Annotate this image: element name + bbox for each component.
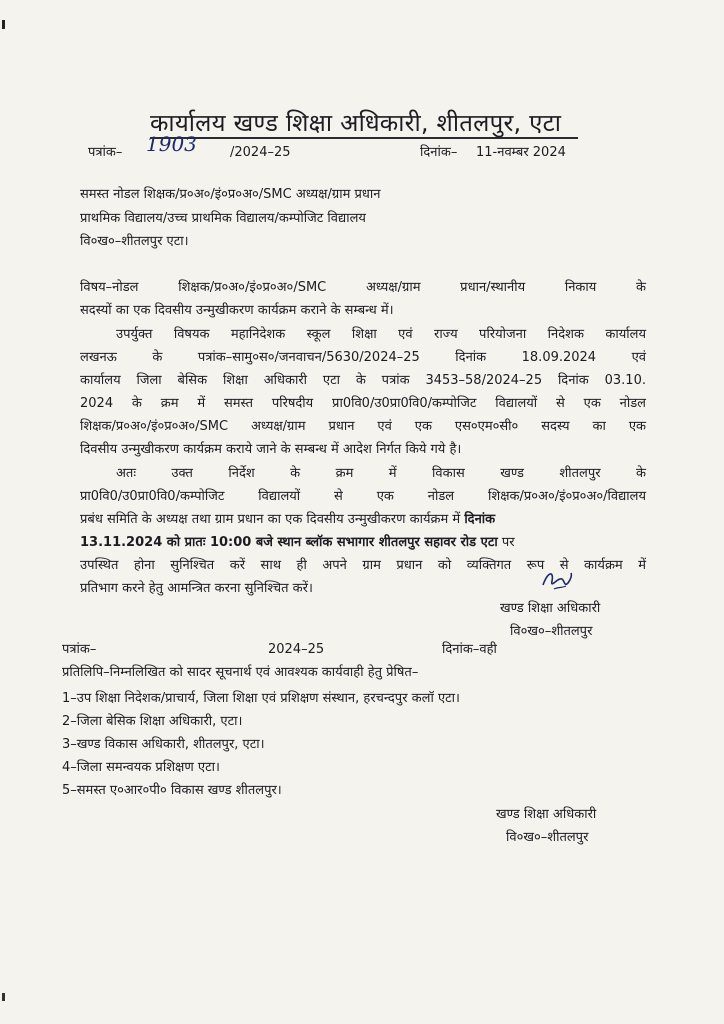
signatory-designation: खण्ड शिक्षा अधिकारी [496, 807, 597, 822]
signatory-designation: खण्ड शिक्षा अधिकारी [500, 601, 601, 616]
addressee-line: समस्त नोडल शिक्षक/प्र०अ०/इं०प्र०अ०/SMC अध्यक्ष/ग्राम प्रधान [80, 187, 381, 202]
date-label: दिनांक– [420, 145, 458, 160]
body-line: उपर्युक्त विषयक महानिदेशक स्कूल शिक्षा एवं राज्य परियोजना निदेशक कार्यालय [116, 327, 646, 342]
date-value: 11-नवम्बर 2024 [476, 145, 566, 160]
body-text: पर [497, 535, 515, 550]
highlight-text: दिनांक [464, 512, 496, 527]
signature-mark [540, 567, 574, 593]
scan-edge-mark [2, 993, 5, 1001]
body-text: प्रबंध समिति के अध्यक्ष तथा ग्राम प्रधान का एक दिवसीय उन्मुखीकरण कार्यक्रम में [80, 512, 465, 527]
body-line: लखनऊ के पत्रांक–सामु०स०/जनवाचन/5630/2024–25 दिनांक 18.09.2024 एवं [80, 350, 646, 365]
copy-date: दिनांक–वही [442, 642, 497, 657]
letter-number-handwritten: 1903 [146, 132, 197, 156]
addressee-line: वि०ख०–शीतलपुर एटा। [80, 234, 189, 249]
body-line: उपस्थित होना सुनिश्चित करें साथ ही अपने ग्राम प्रधान को व्यक्तिगत रूप से कार्यक्रम में [80, 558, 646, 573]
title-underline [150, 137, 578, 139]
signatory-place: वि०ख०–शीतलपुर [510, 624, 593, 639]
body-line: दिवसीय उन्मुखीकरण कार्यक्रम कराये जाने के सम्बन्ध में आदेश निर्गत किये गये है। [80, 442, 462, 457]
body-line [80, 511, 646, 528]
body-line: शिक्षक/प्र०अ०/इं०प्र०अ०/SMC अध्यक्ष/ग्राम प्रधान एवं एक एस०एम०सी० सदस्य का एक [80, 419, 646, 434]
copy-letter-label: पत्रांक– [62, 642, 97, 657]
body-line: 2024 के क्रम में समस्त परिषदीय प्रा0वि0/उ0प्रा0वि0/कम्पोजिट विद्यालयों से एक नोडल [80, 396, 646, 411]
letter-year: /2024–25 [230, 145, 291, 160]
copy-item: 3–खण्ड विकास अधिकारी, शीतलपुर, एटा। [62, 737, 265, 752]
body-line: प्रतिभाग करने हेतु आमन्त्रित करना सुनिश्चित करें। [80, 581, 313, 596]
subject-line: सदस्यों का एक दिवसीय उन्मुखीकरण कार्यक्रम कराने के सम्बन्ध में। [80, 303, 394, 318]
office-title: कार्यालय खण्ड शिक्षा अधिकारी, शीतलपुर, एटा [150, 109, 562, 137]
subject-line: विषय–नोडल शिक्षक/प्र०अ०/इं०प्र०अ०/SMC अध्यक्ष/ग्राम प्रधान/स्थानीय निकाय के [80, 280, 646, 295]
copy-item: 2–जिला बेसिक शिक्षा अधिकारी, एटा। [62, 714, 243, 729]
copy-item: 4–जिला समन्वयक प्रशिक्षण एटा। [62, 760, 220, 775]
addressee-line: प्राथमिक विद्यालय/उच्च प्राथमिक विद्यालय/कम्पोजिट विद्यालय [80, 211, 366, 226]
body-line: अतः उक्त निर्देश के क्रम में विकास खण्ड शीतलपुर के [116, 466, 646, 481]
copy-intro: प्रतिलिपि–निम्नलिखित को सादर सूचनार्थ एवं आवश्यक कार्यवाही हेतु प्रेषित– [62, 665, 419, 680]
letter-number-label: पत्रांक– [88, 145, 123, 160]
signatory-place: वि०ख०–शीतलपुर [506, 830, 589, 845]
highlight-text: 13.11.2024 को प्रातः 10:00 बजे स्थान ब्लॉक सभागार शीतलपुर सहावर रोड एटा [80, 535, 498, 550]
scan-edge-mark [2, 20, 5, 29]
copy-year: 2024–25 [268, 642, 325, 657]
body-line [80, 534, 515, 551]
copy-item: 5–समस्त ए०आर०पी० विकास खण्ड शीतलपुर। [62, 783, 282, 798]
body-line: प्रा0वि0/उ0प्रा0वि0/कम्पोजिट विद्यालयों से एक नोडल शिक्षक/प्र०अ०/इं०प्र०अ०/विद्यालय [80, 489, 646, 504]
copy-item: 1–उप शिक्षा निदेशक/प्राचार्य, जिला शिक्षा एवं प्रशिक्षण संस्थान, हरचन्दपुर कलॉ एटा। [62, 691, 460, 706]
body-line: कार्यालय जिला बेसिक शिक्षा अधिकारी एटा के पत्रांक 3453–58/2024–25 दिनांक 03.10. [80, 373, 646, 388]
